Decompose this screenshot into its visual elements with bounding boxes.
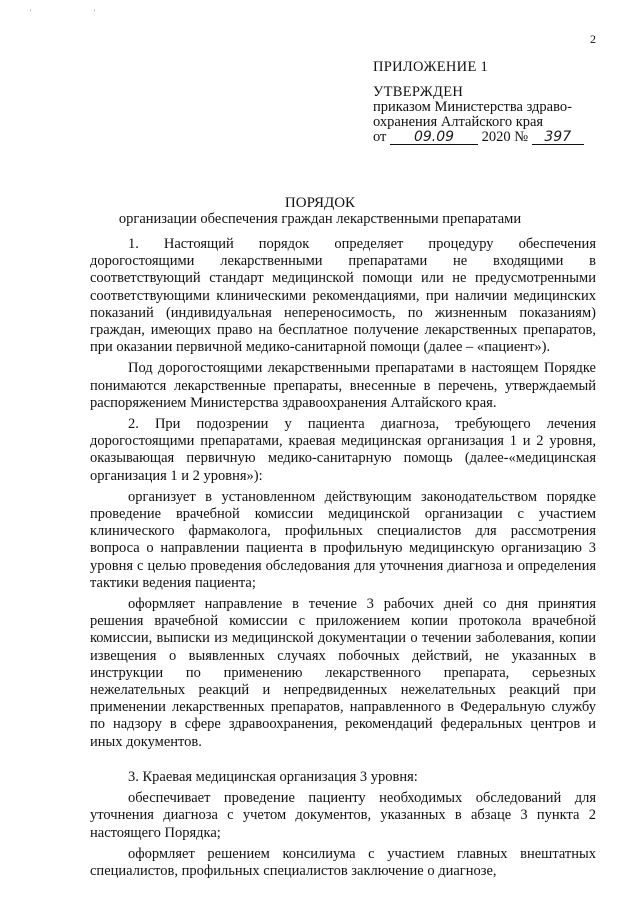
paragraph-3: 2. При подозрении у пациента диагноза, требующего лечения дорогостоящими препаратами, краевая медицинская организация 1 и 2 уровня, оказывающая первичную медико-санитарную помощь (далее-«медицинская организация 1 и 2 уровня»): — [90, 416, 596, 484]
document-heading — [0, 195, 640, 227]
paragraph-2: Под дорогостоящими лекарственными препаратами в настоящем Порядке понимаются лекарственные препараты, внесенные в перечень, утверждаемый распоряжением Министерства здравоохранения Алтайского края. — [90, 360, 596, 411]
document-body — [90, 236, 596, 880]
document-subtitle: организации обеспечения граждан лекарственными препаратами — [118, 211, 522, 227]
paragraph-8: оформляет решением консилиума с участием главных внештатных специалистов, профильных специалистов заключение о диагнозе, — [90, 845, 596, 879]
approval-block — [373, 60, 613, 145]
document-title: ПОРЯДОК — [284, 195, 356, 211]
approval-line-1: приказом Министерства здраво- — [373, 99, 572, 115]
order-date-number-line — [373, 130, 613, 145]
order-number-field — [532, 131, 584, 145]
scan-marks: ' ' — [30, 8, 125, 17]
paragraph-1: 1. Настоящий порядок определяет процедуру обеспечения дорогостоящими лекарственными препаратами не входящими в соответствующий стандарт медицинской помощи или не предусмотренными соответствующими клиническими рекомендациями, при наличии медицинских показаний (индивидуальная непереносимость, по жизненным показаниям) граждан, имеющих право на бесплатное получение лекарственных препаратов, при оказании первичной медико-санитарной помощи (далее – «пациент»). — [90, 236, 596, 356]
paragraph-7: обеспечивает проведение пациенту необходимых обследований для уточнения диагноза с учетом документов, указанных в абзаце 3 пункта 2 настоящего Порядка; — [90, 790, 596, 841]
approval-line-2: охранения Алтайского края — [373, 114, 544, 130]
order-date-handwritten: 09.09 — [413, 129, 455, 145]
order-number-handwritten: 397 — [544, 129, 572, 145]
paragraph-4: организует в установленном действующим законодательством порядке проведение врачебной комиссии медицинской организации с участием клинического фармаколога, профильных специалистов для рассмотрения вопроса о направлении пациента в профильную медицинскую организацию 3 уровня с целью проведения обследования для уточнения диагноза и определения тактики ведения пациента; — [90, 488, 596, 591]
paragraph-5: оформляет направление в течение 3 рабочих дней со дня принятия решения врачебной комиссии с приложением копии протокола врачебной комиссии, выписки из медицинской документации о течении заболевания, копии извещения о выявленных случаях побочных действий, не указанных в инструкции по применению лекарственного препарата, серьезных нежелательных реакций и непредвиденных нежелательных реакций при применении лекарственных препаратов, направленного в Федеральную службу по надзору в сфере здравоохранения, рекомендаций федеральных центров и иных документов. — [90, 596, 596, 750]
order-date-field — [390, 131, 478, 145]
approval-status: УТВЕРЖДЕН — [373, 84, 464, 100]
page-number: 2 — [590, 32, 596, 46]
from-label: от — [373, 129, 387, 145]
appendix-label: ПРИЛОЖЕНИЕ 1 — [373, 59, 489, 75]
paragraph-6: 3. Краевая медицинская организация 3 уровня: — [128, 768, 418, 785]
year-number-label: 2020 № — [481, 129, 529, 145]
